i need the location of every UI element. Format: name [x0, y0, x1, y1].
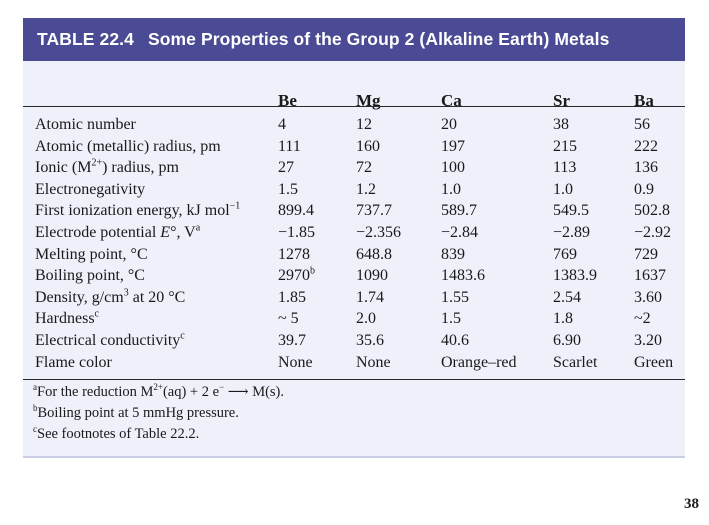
- cell-mg: 160: [356, 137, 380, 155]
- row-label: Atomic number: [35, 116, 136, 133]
- cell-ba: 502.8: [634, 202, 670, 220]
- cell-sr: 113: [553, 159, 577, 177]
- cell-ba: 3.20: [634, 332, 662, 349]
- cell-ca: 1483.6: [441, 267, 485, 285]
- footnote-a: $^a$For the reduction $M^{2+}(aq) + 2$ e− ⟶ M(s).: [33, 382, 285, 400]
- cell-ba: 729: [634, 245, 658, 263]
- cell-mg: None: [356, 353, 391, 371]
- column-header-be: Be: [278, 91, 297, 110]
- cell-ca: 20: [441, 116, 457, 133]
- cell-mg: 35.6: [356, 332, 384, 349]
- cell-be: 111: [278, 137, 301, 155]
- cell-be: 1.85: [278, 288, 306, 306]
- table-row: [23, 158, 685, 180]
- cell-sr: 38: [553, 116, 569, 133]
- header-rule: [23, 106, 685, 107]
- row-label: First ionization energy, kJ mol$^{-1}$: [35, 201, 241, 220]
- cell-ca: 197: [441, 137, 465, 155]
- row-label: Density, $g/cm^3$ at 20 °C: [35, 287, 186, 306]
- table-panel: [23, 18, 685, 458]
- cell-ba: ~2: [634, 310, 651, 328]
- cell-ca: −2.84: [441, 224, 479, 241]
- table-row: [23, 288, 685, 310]
- cell-mg: −2.356: [356, 224, 402, 241]
- cell-be: 1278: [278, 245, 310, 263]
- row-label: Boiling point, °C: [35, 267, 145, 285]
- column-header-mg: Mg: [356, 91, 381, 110]
- cell-mg: 1.2: [356, 180, 376, 198]
- cell-be: 899.4: [278, 202, 314, 220]
- table-row: [23, 353, 685, 375]
- cell-sr: Scarlet: [553, 353, 598, 371]
- table-title-bar: [23, 18, 685, 61]
- cell-mg: 72: [356, 159, 372, 177]
- table-title: Some Properties of the Group 2 (Alkaline Earth) Metals: [147, 29, 610, 49]
- cell-ca: 100: [441, 159, 465, 177]
- cell-ba: 136: [634, 159, 658, 177]
- cell-ba: 3.60: [634, 288, 662, 306]
- row-label: Atomic (metallic) radius, pm: [35, 137, 221, 155]
- cell-ba: Green: [634, 353, 674, 371]
- cell-mg: 737.7: [356, 202, 392, 220]
- cell-sr: 1383.9: [553, 267, 597, 285]
- table-row: [23, 223, 685, 245]
- row-label: Ionic $(M^{2+})$ radius, pm: [35, 157, 179, 177]
- row-label: Hardness$^c$: [35, 309, 99, 328]
- cell-mg: 648.8: [356, 245, 392, 263]
- cell-sr: 1.8: [553, 310, 573, 328]
- cell-ca: 1.55: [441, 288, 469, 306]
- table-row: [23, 115, 685, 137]
- row-label: Melting point, °C: [35, 245, 148, 263]
- cell-mg: 1.74: [356, 288, 384, 306]
- cell-ba: 1637: [634, 267, 666, 285]
- cell-ba: 0.9: [634, 180, 654, 198]
- cell-sr: 215: [553, 137, 577, 155]
- cell-ca: 589.7: [441, 202, 477, 220]
- cell-ba: 56: [634, 116, 650, 133]
- footer-rule: [23, 379, 685, 380]
- row-label: Flame color: [35, 353, 112, 371]
- column-header-ba: Ba: [634, 91, 654, 110]
- cell-be: 39.7: [278, 332, 306, 349]
- column-header-ca: Ca: [441, 91, 462, 110]
- footnote-b: $^b$Boiling point at 5 mmHg pressure.: [33, 403, 239, 421]
- cell-ca: 1.0: [441, 180, 461, 198]
- cell-be: 27: [278, 159, 294, 177]
- cell-mg: 12: [356, 116, 372, 133]
- cell-be: 2970$^b$: [278, 265, 315, 285]
- table-row: [23, 309, 685, 331]
- row-label: Electrode potential E°, $V^a$: [35, 222, 201, 241]
- cell-be: None: [278, 353, 313, 371]
- table-row: [23, 266, 685, 288]
- cell-sr: 6.90: [553, 332, 581, 349]
- cell-ca: Orange–red: [441, 353, 517, 371]
- table-row: [23, 331, 685, 353]
- page-number: 38: [684, 496, 699, 512]
- cell-ca: 40.6: [441, 332, 469, 349]
- cell-sr: 769: [553, 245, 577, 263]
- cell-mg: 1090: [356, 267, 388, 285]
- cell-ba: 222: [634, 137, 658, 155]
- cell-sr: −2.89: [553, 224, 591, 241]
- cell-ca: 1.5: [441, 310, 461, 328]
- cell-ca: 839: [441, 245, 465, 263]
- table-row: [23, 245, 685, 267]
- row-label: Electronegativity: [35, 180, 146, 198]
- footnote-c: $^c$See footnotes of Table 22.2.: [33, 424, 200, 442]
- table-row: [23, 180, 685, 202]
- column-header-sr: Sr: [553, 91, 570, 110]
- cell-be: ~ 5: [278, 310, 299, 328]
- cell-sr: 549.5: [553, 202, 589, 220]
- cell-ba: −2.92: [634, 224, 672, 241]
- row-label: Electrical conductivity$^c$: [35, 330, 185, 349]
- cell-mg: 2.0: [356, 310, 376, 328]
- cell-sr: 1.0: [553, 180, 573, 198]
- cell-be: 4: [278, 116, 286, 133]
- cell-sr: 2.54: [553, 288, 581, 306]
- cell-be: 1.5: [278, 180, 298, 198]
- table-number: TABLE 22.4: [37, 29, 134, 49]
- table-row: [23, 201, 685, 223]
- table-row: [23, 137, 685, 159]
- cell-be: −1.85: [278, 224, 316, 241]
